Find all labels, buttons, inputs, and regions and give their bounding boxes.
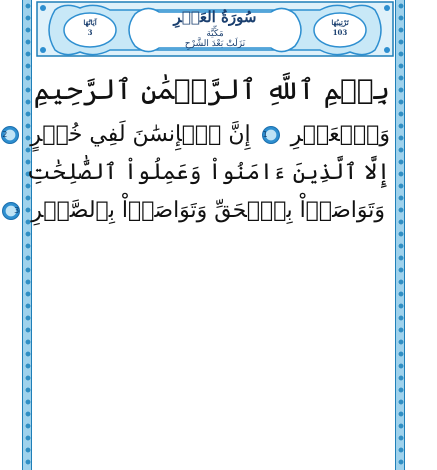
revelation-note: نَزَلَتْ بَعْدَ الشَّرْحِ	[184, 39, 246, 49]
surah-title: سُورَةُ العَصۡرِ	[173, 8, 257, 26]
verse-line-3	[14, 194, 390, 228]
surah-subtitle	[165, 29, 265, 49]
ayah-marker: 2	[1, 126, 19, 144]
verse-line-1	[2, 118, 390, 152]
verse-line-2	[26, 156, 390, 190]
left-decorative-border	[22, 0, 32, 470]
right-decorative-border	[395, 0, 405, 470]
verses-label: آيَاتُهَا	[83, 18, 97, 27]
verse-text: وَتَوَاصَوۡاْ بِٱلۡحَقِّ وَتَوَاصَوۡاْ بِٱلصَّبۡرِ	[31, 198, 385, 223]
ayah-marker: 3	[2, 202, 20, 220]
surah-type: مَكِّيَّة	[206, 29, 224, 39]
order-number: 103	[332, 28, 348, 37]
verse-text: إِنَّ ٱلۡإِنسَٰنَ لَفِي خُسۡرٍ	[30, 122, 251, 147]
basmala: بِسۡمِ ٱللَّهِ ٱلرَّحۡمَٰنِ ٱلرَّحِيمِ	[33, 73, 390, 106]
verses-count: 3	[87, 28, 93, 37]
verse-text: وَٱلۡعَصۡرِ	[290, 122, 390, 147]
verse-text: إِلَّا ٱلَّذِينَ ءَامَنُواْ وَعَمِلُواْ ٱلصَّٰلِحَٰتِ	[26, 160, 390, 185]
order-label: تَرْتِيبُهَا	[331, 18, 349, 27]
ayah-marker: 1	[262, 126, 280, 144]
surah-header	[35, 0, 395, 60]
